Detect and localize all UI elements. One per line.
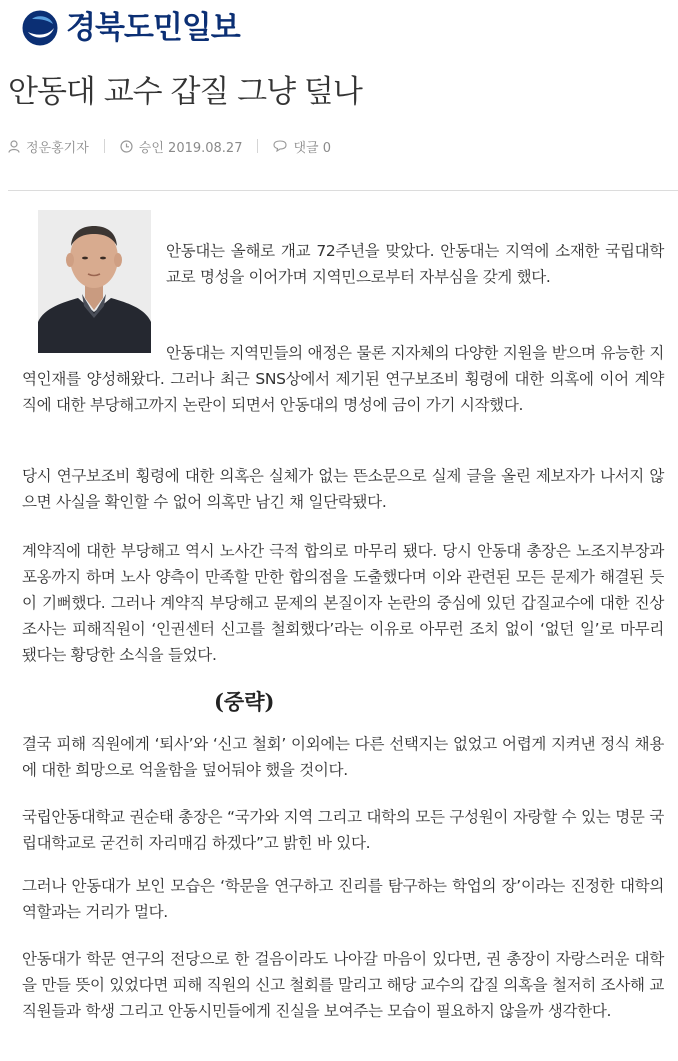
article-paragraph: 당시 연구보조비 횡령에 대한 의혹은 실체가 없는 뜬소문으로 실제 글을 올린 제보자가 나서지 않으면 사실을 확인할 수 없어 의혹만 남긴 채 일단락됐다.	[22, 467, 664, 511]
article-meta	[8, 136, 331, 156]
swirl-emblem-icon	[22, 10, 58, 46]
article-paragraph: 안동대는 지역민들의 애정은 물론 지자체의 다양한 지원을 받으며 유능한 지역인재를 양성해왔다. 그러나 최근 SNS상에서 제기된 연구보조비 횡령에 대한 의혹에 이어 계약직에 대한 부당해고까지 논란이 되면서 안동대의 명성에 금이 가기 시작했다.	[22, 344, 664, 414]
meta-divider	[257, 139, 258, 153]
masthead-name: 경북도민일보	[66, 10, 240, 46]
comment-count: 댓글 0	[293, 140, 332, 156]
article-title: 안동대 교수 갑질 그냥 덮나	[8, 74, 362, 110]
article-paragraph: 안동대가 학문 연구의 전당으로 한 걸음이라도 나아갈 마음이 있다면, 권 총장이 자랑스러운 대학을 만들 뜻이 있었다면 피해 직원의 신고 철회를 말리고 해당 교수의 갑질 의혹을 철저히 조사해 교직원들과 학생 그리고 안동시민들에게 진실을 보여주는 모습이 필요하지 않을까 생각한다.	[22, 950, 664, 1020]
approved-date: 승인 2019.08.27	[138, 140, 243, 156]
clock-icon	[120, 140, 133, 153]
article-paragraph: 안동대는 올해로 개교 72주년을 맞았다. 안동대는 지역에 소재한 국립대학교로 명성을 이어가며 지역민으로부터 자부심을 갖게 했다.	[166, 242, 664, 286]
person-icon	[8, 140, 20, 153]
article-paragraph: 그러나 안동대가 보인 모습은 ‘학문을 연구하고 진리를 탐구하는 학업의 장’이라는 진정한 대학의 역할과는 거리가 멀다.	[22, 877, 664, 921]
header-divider	[8, 190, 678, 191]
article-paragraph: 결국 피해 직원에게 ‘퇴사’와 ‘신고 철회’ 이외에는 다른 선택지는 없었고 어렵게 지켜낸 정식 채용에 대한 희망으로 억울함을 덮어둬야 했을 것이다.	[22, 735, 664, 779]
author-photo	[38, 210, 151, 353]
meta-comments[interactable]	[273, 137, 331, 156]
article-paragraph: 국립안동대학교 권순태 총장은 “국가와 지역 그리고 대학의 모든 구성원이 자랑할 수 있는 명문 국립대학교로 굳건히 자리매김 하겠다”고 밝힌 바 있다.	[22, 808, 664, 852]
meta-divider	[104, 139, 105, 153]
meta-approved	[120, 137, 243, 156]
speech-bubble-icon	[273, 140, 287, 152]
omission-marker: (중략)	[214, 689, 275, 714]
meta-author	[8, 137, 89, 156]
article-paragraph: 계약직에 대한 부당해고 역시 노사간 극적 합의로 마무리 됐다. 당시 안동대 총장은 노조지부장과 포옹까지 하며 노사 양측이 만족할 만한 합의점을 도출했다며 이와 관련된 모든 문제가 해결된 듯이 기뻐했다. 그러나 계약직 부당해고 문제의 본질이자 논란의 중심에 있던 갑질교수에 대한 진상조사는 피해직원이 ‘인권센터 신고를 철회했다’라는 이유로 아무런 조치 없이 ‘없던 일’로 마무리 됐다는 황당한 소식을 들었다.	[22, 542, 664, 664]
site-masthead[interactable]	[22, 8, 240, 48]
author-name: 정운홍기자	[26, 140, 89, 156]
